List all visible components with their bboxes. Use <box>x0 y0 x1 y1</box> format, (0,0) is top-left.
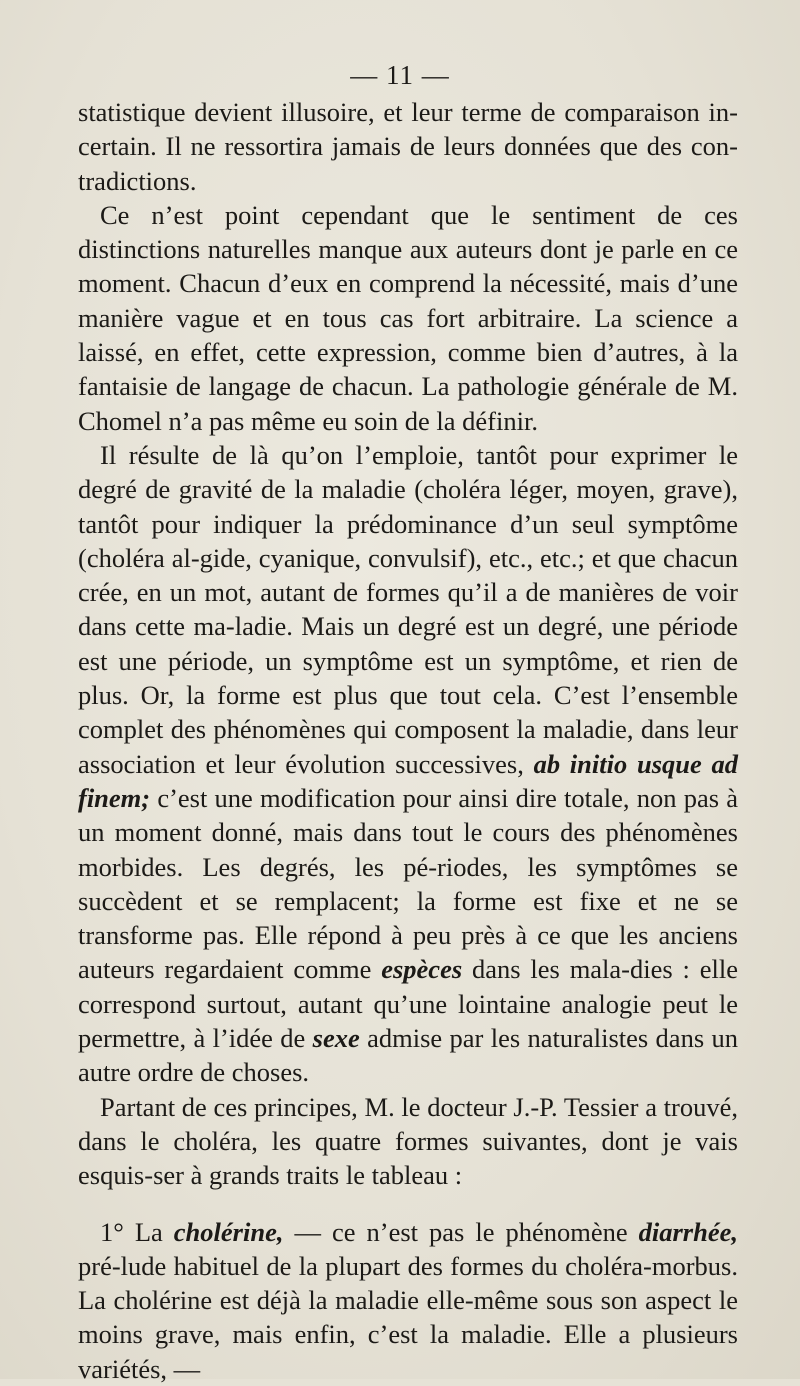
emphasis-term: cholérine, <box>173 1216 284 1247</box>
paragraph <box>78 1090 738 1193</box>
text-segment: statistique devient illusoire, et leur terme de comparaison in-certain. Il ne ressortira jamais de leurs données que des con-tradictions. <box>78 97 738 196</box>
paragraph <box>78 95 738 198</box>
text-segment: Il résulte de là qu’on l’emploie, tantôt pour exprimer le degré de gravité de la maladie (choléra léger, moyen, grave), tantôt pour indiquer la prédominance d’un seul symptôme (choléra al-gide, cyanique, convulsif), etc., etc.; et que chacun crée, en un mot, autant de formes qu’il a de manières de voir dans cette ma-ladie. Mais un degré est un degré, une période est une période, un symptôme est un symptôme, et rien de plus. Or, la forme est plus que tout cela. C’est l’ensemble complet des phénomènes qui composent la maladie, dans leur association et leur évolution successives, <box>78 439 738 779</box>
latin-phrase: ab initio usque ad finem; <box>78 748 738 813</box>
text-segment: admise par les naturalistes dans un autre ordre de choses. <box>78 1023 738 1088</box>
body-text <box>78 95 738 1386</box>
emphasis-term: diarrhée, <box>638 1216 738 1247</box>
text-segment: — ce n’est pas le phénomène <box>283 1216 639 1247</box>
page-number: — 11 — <box>350 60 450 90</box>
text-segment: 1° La <box>100 1216 174 1247</box>
emphasis-term: sexe <box>312 1023 360 1054</box>
paragraph <box>78 438 738 1090</box>
emphasis-term: espèces <box>381 954 463 985</box>
paragraph <box>78 198 738 438</box>
text-segment: pré-lude habituel de la plupart des formes du choléra-morbus. La cholérine est déjà la maladie elle-même sous son aspect le moins grave, mais enfin, c’est la maladie. Elle a plusieurs variétés, — <box>78 1250 738 1384</box>
text-segment: dans les mala-dies : elle correspond surtout, autant qu’une lointaine analogie peut le permettre, à l’idée de <box>78 954 738 1054</box>
text-segment: c’est une modification pour ainsi dire totale, non pas à un moment donné, mais dans tout le cours des phénomènes morbides. Les degrés, les pé-riodes, les symptômes se succèdent et se remplacent; la forme est fixe et ne se transforme pas. Elle répond à peu près à ce que les anciens auteurs regardaient comme <box>78 782 738 985</box>
paragraph <box>78 1215 738 1386</box>
text-segment: Ce n’est point cependant que le sentiment de ces distinctions naturelles manque aux auteurs dont je parle en ce moment. Chacun d’eux en comprend la nécessité, mais d’une manière vague et en tous cas fort arbitraire. La science a laissé, en effet, cette expression, comme bien d’autres, à la fantaisie de langage de chacun. La pathologie générale de M. Chomel n’a pas même eu soin de la définir. <box>78 199 738 436</box>
text-segment: Partant de ces principes, M. le docteur J.-P. Tessier a trouvé, dans le choléra, les quatre formes suivantes, dont je vais esquis-ser à grands traits le tableau : <box>78 1091 738 1191</box>
